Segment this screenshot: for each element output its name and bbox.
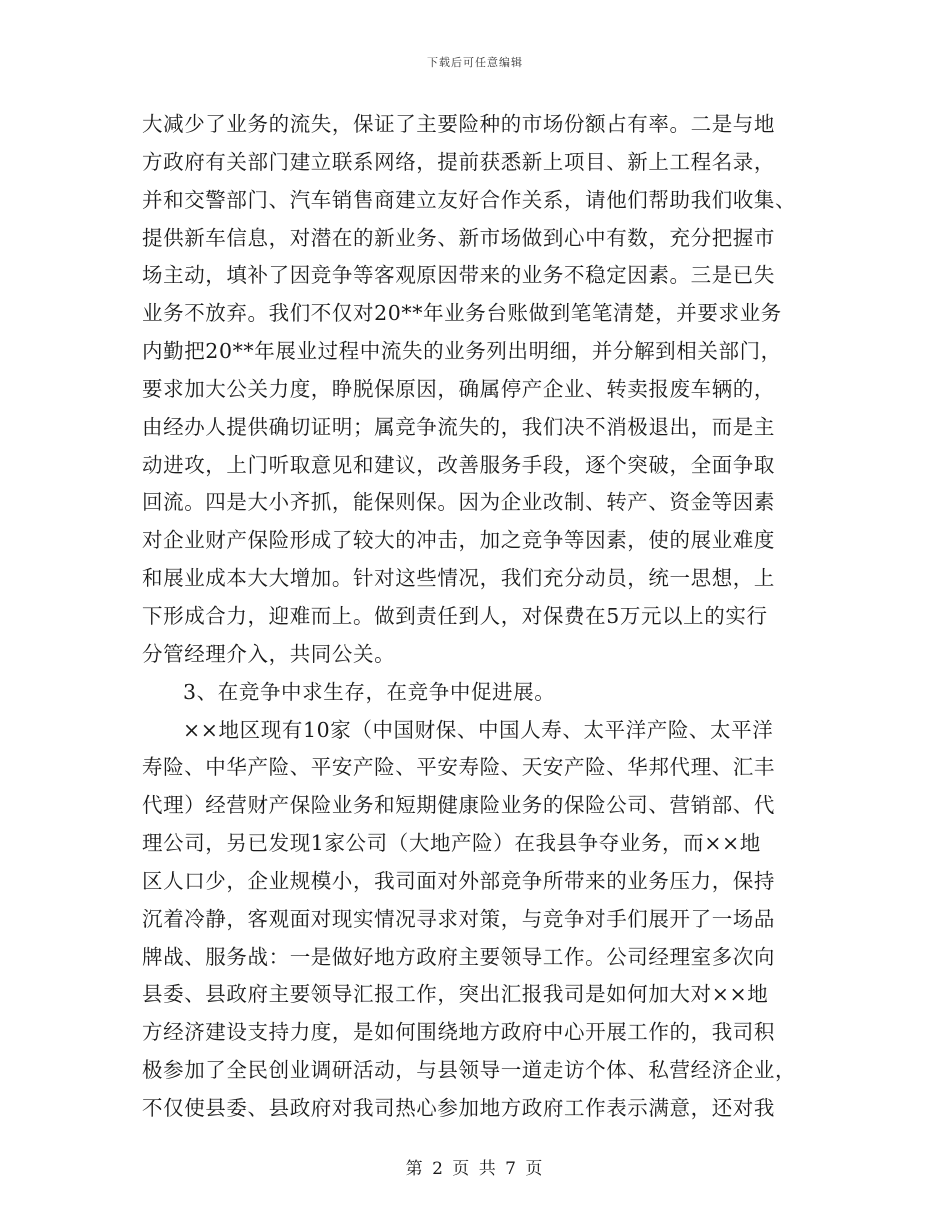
text-line: 回流。四是大小齐抓，能保则保。因为企业改制、转产、资金等因素: [142, 490, 775, 515]
text-line: 代理）经营财产保险业务和短期健康险业务的保险公司、营销部、代: [142, 793, 775, 818]
text-line: 业务不放弃。我们不仅对20**年业务台账做到笔笔清楚，并要求业务: [142, 301, 782, 326]
text-line: 提供新车信息，对潜在的新业务、新市场做到心中有数，充分把握市: [142, 225, 775, 250]
text-line: 内勤把20**年展业过程中流失的业务列出明细，并分解到相关部门，: [142, 339, 782, 364]
text-line: 并和交警部门、汽车销售商建立友好合作关系，请他们帮助我们收集、: [142, 187, 797, 212]
section-heading: 3、在竞争中求生存，在竞争中促进展。: [183, 679, 556, 704]
text-line: 分管经理介入，共同公关。: [142, 641, 396, 666]
text-line: 下形成合力，迎难而上。做到责任到人，对保费在5万元以上的实行: [142, 603, 768, 628]
text-line: 极参加了全民创业调研活动，与县领导一道走访个体、私营经济企业，: [142, 1058, 797, 1083]
text-line: 县委、县政府主要领导汇报工作，突出汇报我司是如何加大对××地: [142, 982, 769, 1007]
text-line: 方经济建设支持力度，是如何围绕地方政府中心开展工作的，我司积: [142, 1020, 775, 1045]
page-number: 第 2 页 共 7 页: [405, 1159, 545, 1179]
text-line: 要求加大公关力度，睁脱保原因，确属停产企业、转卖报废车辆的，: [142, 376, 775, 401]
text-line: 由经办人提供确切证明；属竞争流失的，我们决不消极退出，而是主: [142, 414, 775, 439]
text-line: 寿险、中华产险、平安产险、平安寿险、天安产险、华邦代理、汇丰: [142, 755, 775, 780]
text-line: 大减少了业务的流失，保证了主要险种的市场份额占有率。二是与地: [142, 112, 775, 136]
page-header: 下载后可任意编辑: [427, 56, 523, 69]
text-line: 对企业财产保险形成了较大的冲击，加之竞争等因素，使的展业难度: [142, 528, 775, 553]
text-line: ××地区现有10家（中国财保、中国人寿、太平洋产险、太平洋: [183, 717, 774, 742]
text-line: 不仅使县委、县政府对我司热心参加地方政府工作表示满意，还对我: [142, 1095, 775, 1120]
text-line: 方政府有关部门建立联系网络，提前获悉新上项目、新上工程名录，: [142, 149, 775, 174]
document-body: [142, 106, 810, 1128]
text-line: 动进攻，上门听取意见和建议，改善服务手段，逐个突破，全面争取: [142, 452, 775, 477]
text-line: 区人口少，企业规模小，我司面对外部竞争所带来的业务压力，保持: [142, 868, 775, 893]
text-line: 牌战、服务战：一是做好地方政府主要领导工作。公司经理室多次向: [142, 944, 775, 969]
text-line: 和展业成本大大增加。针对这些情况，我们充分动员，统一思想，上: [142, 566, 775, 591]
text-line: 理公司，另已发现1家公司（大地产险）在我县争夺业务，而××地: [142, 831, 761, 856]
text-line: 沉着冷静，客观面对现实情况寻求对策，与竞争对手们展开了一场品: [142, 906, 775, 931]
text-line: 场主动，填补了因竞争等客观原因带来的业务不稳定因素。三是已失: [142, 263, 775, 288]
